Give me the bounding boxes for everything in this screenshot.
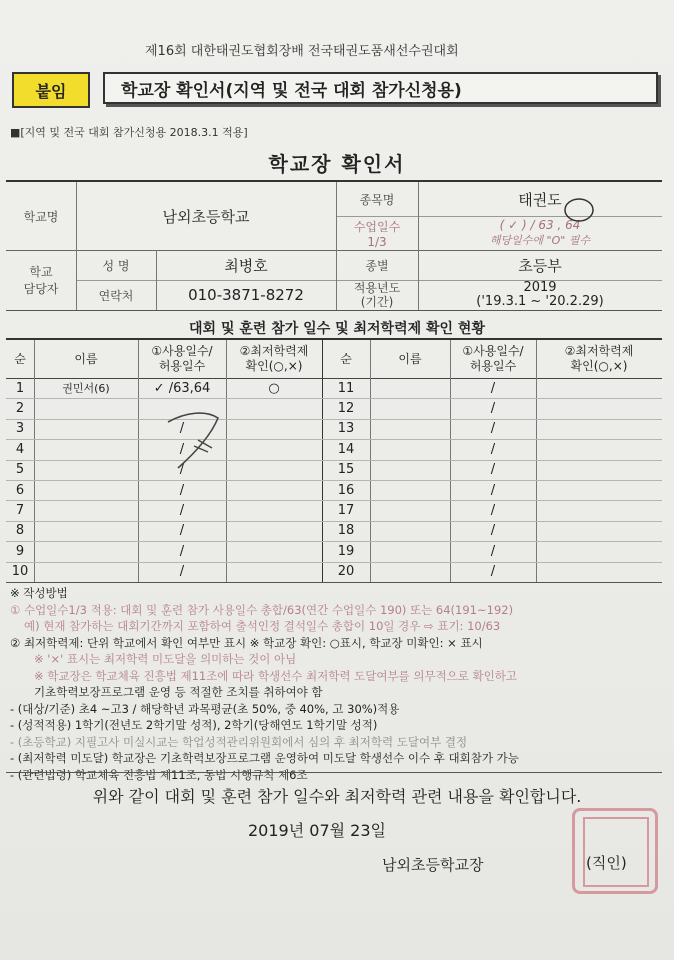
row-no: 20 — [337, 564, 355, 580]
row-days: / — [179, 543, 185, 559]
manager-label: 학교 담당자 — [23, 265, 59, 296]
event-title: 제16회 대한태권도협회장배 전국태권도품새선수권대회 — [145, 44, 459, 59]
col-days-left: ①사용일수/ 허용일수 — [151, 344, 213, 373]
handwritten-circle — [562, 196, 596, 224]
name-value: 최병호 — [224, 256, 268, 275]
division-label: 종별 — [365, 258, 389, 273]
row-days: / — [490, 380, 496, 396]
row-days: / — [490, 441, 496, 457]
row-name — [34, 562, 138, 582]
participation-table — [6, 338, 662, 583]
row-min — [226, 398, 322, 418]
col-no-left: 순 — [14, 351, 26, 366]
row-days: / — [490, 564, 496, 580]
row-no: 13 — [337, 421, 355, 437]
sport-value: 태권도 — [518, 190, 562, 209]
period-value: 2019 ('19.3.1 ~ '20.2.29) — [476, 280, 604, 309]
table-title: 대회 및 훈련 참가 일수 및 최저학력제 확인 현황 — [189, 321, 485, 337]
note-b5: - (관련법령) 학교체육 진흥법 제11조, 동법 시행규칙 제6조 — [10, 767, 308, 782]
col-min-left: ②최저학력제 확인(○,×) — [239, 344, 309, 373]
row-no: 19 — [337, 543, 355, 559]
contact-value: 010-3871-8272 — [188, 286, 304, 304]
row-min — [226, 500, 322, 520]
row-days: / — [179, 523, 185, 539]
class-days-label: 수업일수 1/3 — [353, 219, 401, 249]
col-min-right: ②최저학력제 확인(○,×) — [564, 344, 634, 373]
row-days: / — [179, 564, 185, 580]
note-b1: - (대상/기준) 초4 ~고3 / 해당학년 과목평균(초 50%, 중 40%, 고 30%)적용 — [10, 701, 400, 716]
row-no: 12 — [337, 401, 355, 417]
row-min: ○ — [268, 380, 280, 396]
note-b3: - (초등학교) 지필고사 미실시교는 학업성적관리위원회에서 심의 후 최저학력 도달여부 결정 — [10, 734, 468, 749]
instructions — [10, 585, 664, 783]
row-days: / — [490, 421, 496, 437]
row-no: 8 — [15, 523, 25, 539]
form-code: ■[지역 및 전국 대회 참가신청용 2018.3.1 적용] — [10, 126, 248, 139]
row-min — [226, 460, 322, 480]
row-no: 4 — [15, 441, 25, 457]
row-no: 16 — [337, 482, 355, 498]
note-2b: ※ 학교장은 학교체육 진흥법 제11조에 따라 학생선수 최저학력 도달여부를 의무적으로 확인하고 — [34, 668, 517, 683]
row-no: 18 — [337, 523, 355, 539]
note-1a: ① 수업일수1/3 적용: 대회 및 훈련 참가 사용일수 총합/63(연간 수업일수 190) 또는 64(191~192) — [10, 602, 514, 617]
class-days-value: ( ✓ ) / 63 , 64 해당일수에 "O" 필수 — [489, 218, 591, 247]
row-days: / — [179, 482, 185, 498]
confirm-statement: 위와 같이 대회 및 훈련 참가 일수와 최저학력 관련 내용을 확인합니다. — [92, 787, 582, 806]
row-no: 10 — [11, 564, 29, 580]
row-days: / — [490, 482, 496, 498]
row-no: 17 — [337, 503, 355, 519]
school-label: 학교명 — [23, 209, 59, 224]
row-no: 1 — [15, 380, 25, 396]
seal-label: (직인) — [586, 854, 627, 872]
row-no: 9 — [15, 543, 25, 559]
row-days: / — [490, 543, 496, 559]
note-b2: - (성적적용) 1학기(전년도 2학기말 성적), 2학기(당해연도 1학기말 성적) — [10, 718, 378, 732]
row-min — [226, 480, 322, 500]
row-name — [34, 419, 138, 439]
note-b4: - (최저학력 미도달) 학교장은 기초학력보장프로그램 운영하여 미도달 학생선수 이수 후 대회참가 가능 — [10, 751, 519, 765]
row-name — [34, 460, 138, 480]
row-days: / — [179, 462, 185, 478]
row-no: 11 — [337, 380, 355, 396]
row-no: 5 — [15, 462, 25, 478]
row-days: / — [490, 523, 496, 539]
row-name — [34, 521, 138, 541]
row-no: 7 — [15, 503, 25, 519]
row-no: 14 — [337, 441, 355, 457]
col-name-right: 이름 — [398, 351, 422, 366]
row-name — [34, 500, 138, 520]
contact-label: 연락처 — [98, 288, 134, 303]
col-name-left: 이름 — [74, 351, 98, 366]
doc-title: 학교장 확인서 — [268, 152, 406, 176]
col-days-right: ①사용일수/ 허용일수 — [462, 344, 524, 373]
row-no: 15 — [337, 462, 355, 478]
row-no: 3 — [15, 421, 25, 437]
note-1b: 예) 현재 참가하는 대회기간까지 포함하여 출석인정 결석일수 총합이 10일 경우 ⇨ 표기: 10/63 — [24, 619, 501, 633]
official-seal-stamp — [572, 808, 658, 894]
row-days: / — [179, 441, 185, 457]
school-value: 남외초등학교 — [162, 207, 250, 226]
row-days: ✓ /63,64 — [153, 380, 211, 396]
row-days: / — [179, 503, 185, 519]
attachment-tag: 붙임 — [12, 72, 90, 108]
sport-label: 종목명 — [359, 192, 395, 207]
row-min — [226, 541, 322, 561]
row-no: 6 — [15, 482, 25, 498]
col-no-right: 순 — [340, 351, 352, 366]
division-value: 초등부 — [518, 256, 562, 275]
row-days: / — [490, 503, 496, 519]
divider — [6, 772, 662, 773]
confirm-date: 2019년 07월 23일 — [248, 821, 386, 840]
row-min — [226, 562, 322, 582]
note-2: ② 최저학력제: 단위 학교에서 확인 여부만 표시 ※ 학교장 확인: ○표시, 학교장 미확인: × 표시 — [10, 635, 483, 650]
note-2a: ※ '×' 표시는 최저학력 미도달을 의미하는 것이 아님 — [34, 652, 297, 666]
row-days: / — [179, 421, 185, 437]
row-days: / — [490, 462, 496, 478]
handwritten-mark — [156, 400, 236, 480]
row-no: 2 — [15, 401, 25, 417]
row-name: 권민서(6) — [62, 382, 110, 396]
row-min — [226, 521, 322, 541]
name-label: 성 명 — [102, 258, 130, 273]
row-min — [226, 439, 322, 459]
notes-heading: ※ 작성방법 — [10, 586, 68, 600]
row-min — [226, 419, 322, 439]
note-2c: 기초학력보장프로그램 운영 등 적절한 조치를 취하여야 함 — [34, 685, 323, 699]
principal-school: 남외초등학교장 — [382, 856, 484, 874]
form-title: 학교장 확인서(지역 및 전국 대회 참가신청용) — [103, 72, 658, 104]
row-days: / — [490, 401, 496, 417]
row-name — [34, 480, 138, 500]
row-name — [34, 398, 138, 418]
period-label: 적용년도 (기간) — [353, 281, 401, 309]
row-name — [34, 439, 138, 459]
row-name — [34, 541, 138, 561]
